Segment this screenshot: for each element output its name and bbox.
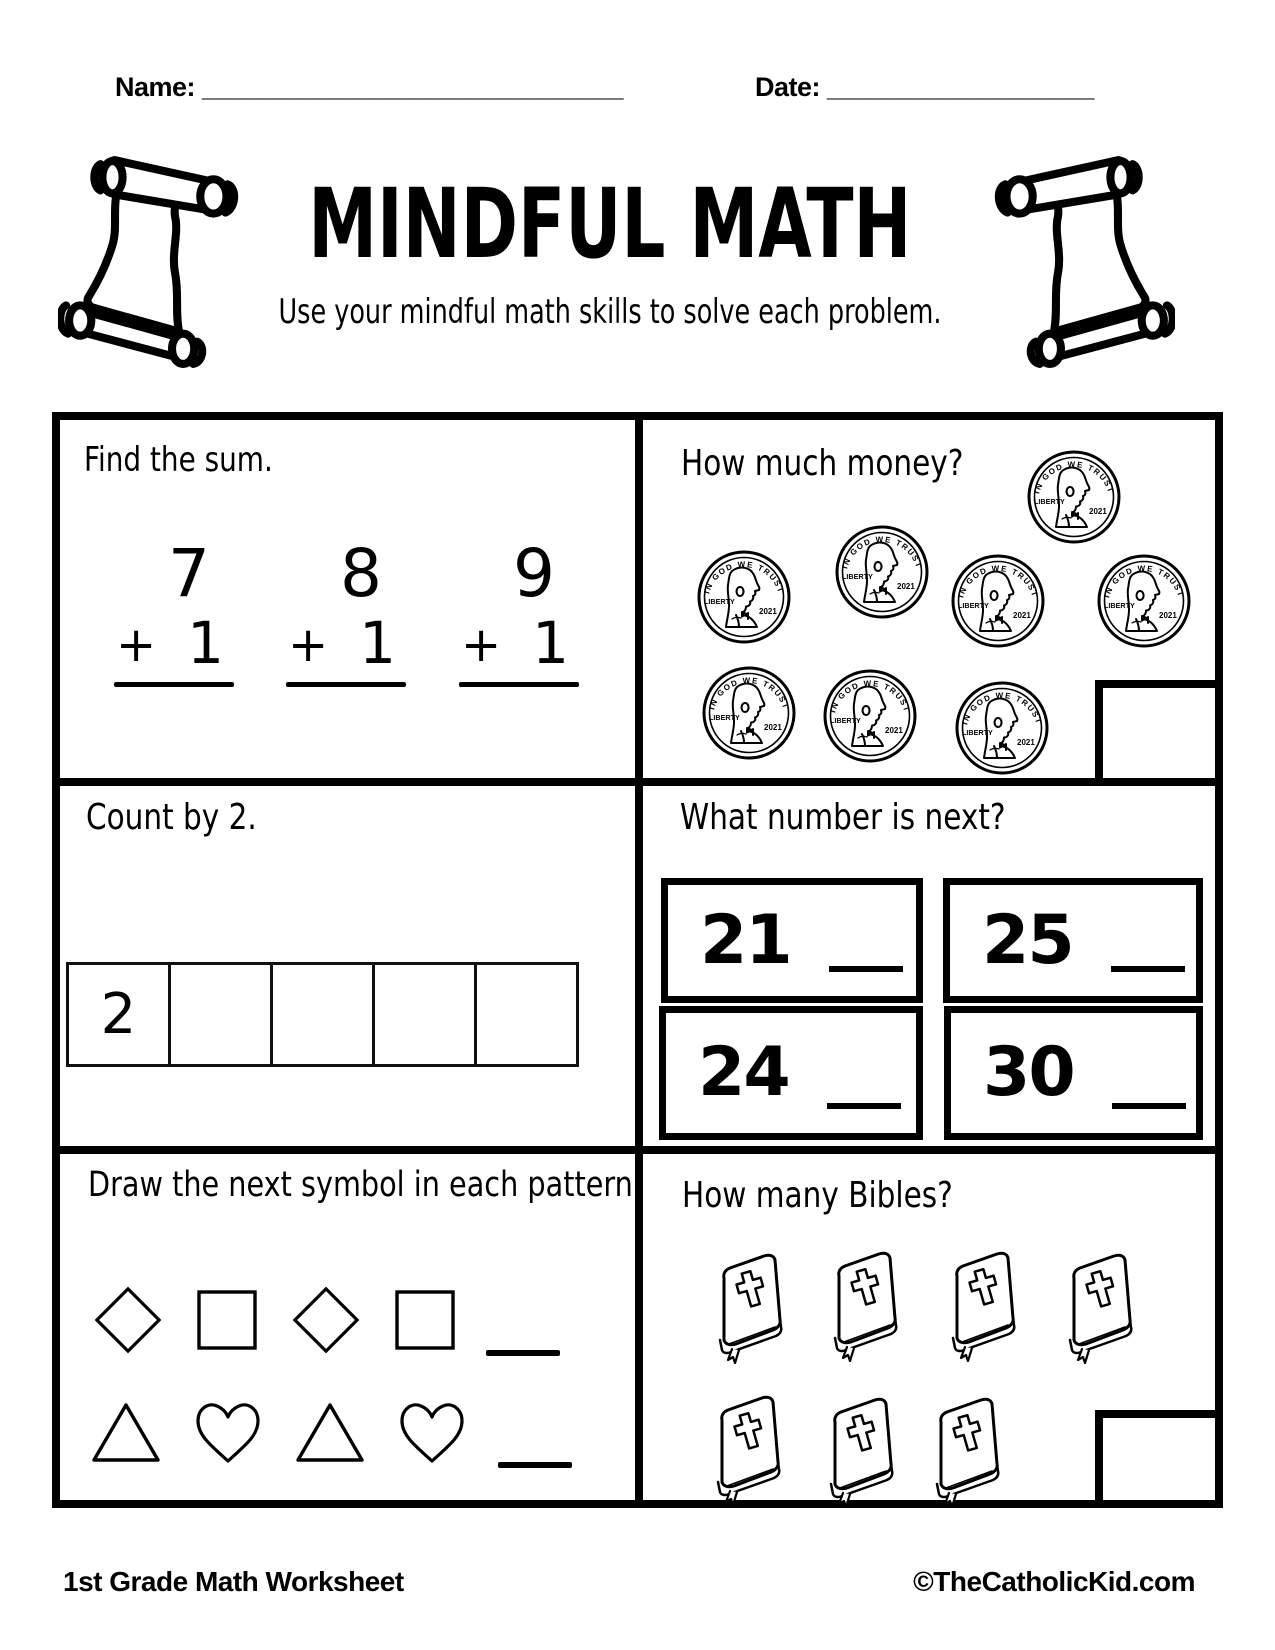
sequence-number: 30 [983, 1033, 1074, 1112]
penny-coin-icon [954, 680, 1050, 776]
addition-top-number: 7 [168, 535, 210, 612]
answer-blank-line[interactable] [498, 1462, 572, 1468]
addition-top-number: 8 [340, 535, 382, 612]
name-label: Name: [115, 72, 196, 102]
page-footer [63, 1566, 1195, 1598]
date-field[interactable] [755, 72, 1093, 103]
section-how-many-bibles [643, 1154, 1215, 1500]
count-answer-cell[interactable] [372, 962, 477, 1067]
penny-coin-icon [950, 553, 1046, 649]
bible-icon [817, 1244, 913, 1362]
answer-blank-line[interactable] [827, 1103, 901, 1109]
page-title: MINDFUL MATH [308, 168, 912, 280]
penny-coin-icon [701, 665, 797, 761]
count-by-2-boxes [66, 962, 579, 1067]
name-field[interactable] [115, 72, 623, 103]
next-number-box[interactable] [659, 1006, 923, 1140]
addition-problem [286, 535, 406, 687]
answer-line[interactable] [459, 682, 579, 687]
heart-shape-icon [190, 1397, 266, 1467]
section-how-much-money [643, 420, 1215, 786]
pattern-row [90, 1392, 572, 1472]
penny-coin-icon [696, 549, 792, 645]
penny-coin-icon [834, 524, 930, 620]
bible-icon [1052, 1246, 1148, 1364]
footer-worksheet-label: 1st Grade Math Worksheet [63, 1566, 404, 1597]
answer-line[interactable] [114, 682, 234, 687]
page-instructions: Use your mindful math skills to solve each problem. [278, 292, 942, 332]
addition-problem [459, 535, 579, 687]
count-start-value: 2 [100, 982, 137, 1047]
answer-blank-line[interactable] [486, 1350, 560, 1356]
name-blank-line[interactable]: ______________________________ [202, 72, 623, 102]
section-what-number-next [643, 786, 1215, 1154]
diamond-shape-icon [288, 1282, 364, 1358]
pattern-heading: Draw the next symbol in each pattern. [88, 1165, 642, 1205]
problems-grid [52, 412, 1223, 1508]
triangle-shape-icon [294, 1400, 366, 1464]
answer-blank-line[interactable] [1111, 966, 1185, 972]
count-answer-cell[interactable] [270, 962, 375, 1067]
bible-icon [702, 1246, 798, 1364]
square-shape-icon [392, 1287, 458, 1353]
count-answer-cell[interactable] [474, 962, 579, 1067]
bibles-heading: How many Bibles? [682, 1175, 953, 1216]
penny-coin-icon [1026, 449, 1122, 545]
square-shape-icon [194, 1287, 260, 1353]
section-find-the-sum [60, 420, 643, 786]
plus-sign: + [461, 617, 502, 673]
addition-addend: 1 [532, 609, 569, 677]
sequence-number: 21 [700, 900, 791, 980]
next-number-box[interactable] [661, 878, 923, 1003]
diamond-shape-icon [90, 1282, 166, 1358]
answer-line[interactable] [286, 682, 406, 687]
answer-blank-line[interactable] [1112, 1103, 1186, 1109]
next-number-box[interactable] [944, 1006, 1203, 1140]
count-answer-cell[interactable] [168, 962, 273, 1067]
count-by-2-heading: Count by 2. [86, 797, 257, 838]
count-start-cell [66, 962, 171, 1067]
date-blank-line[interactable]: ___________________ [827, 72, 1094, 102]
sequence-number: 24 [698, 1033, 789, 1112]
heart-shape-icon [394, 1397, 470, 1467]
footer-credit: ©TheCatholicKid.com [913, 1566, 1195, 1597]
find-sum-heading: Find the sum. [84, 440, 273, 480]
addition-addend: 1 [187, 609, 224, 677]
money-answer-box[interactable] [1095, 680, 1215, 778]
next-number-heading: What number is next? [680, 797, 1006, 838]
addition-top-number: 9 [513, 535, 555, 612]
bibles-answer-box[interactable] [1095, 1410, 1215, 1500]
bible-icon [700, 1388, 796, 1506]
money-heading: How much money? [681, 443, 964, 484]
bible-icon [919, 1390, 1015, 1508]
pattern-row [90, 1280, 560, 1360]
sequence-number: 25 [982, 900, 1073, 980]
section-pattern [60, 1154, 643, 1500]
plus-sign: + [288, 617, 329, 673]
plus-sign: + [116, 617, 157, 673]
date-label: Date: [755, 72, 821, 102]
penny-coin-icon [822, 668, 918, 764]
addition-problem [114, 535, 234, 687]
addition-addend: 1 [359, 609, 396, 677]
triangle-shape-icon [90, 1400, 162, 1464]
next-number-box[interactable] [943, 878, 1203, 1003]
bible-icon [935, 1244, 1031, 1362]
penny-coin-icon [1096, 553, 1192, 649]
section-count-by-2 [60, 786, 643, 1154]
bible-icon [813, 1390, 909, 1508]
answer-blank-line[interactable] [829, 966, 903, 972]
